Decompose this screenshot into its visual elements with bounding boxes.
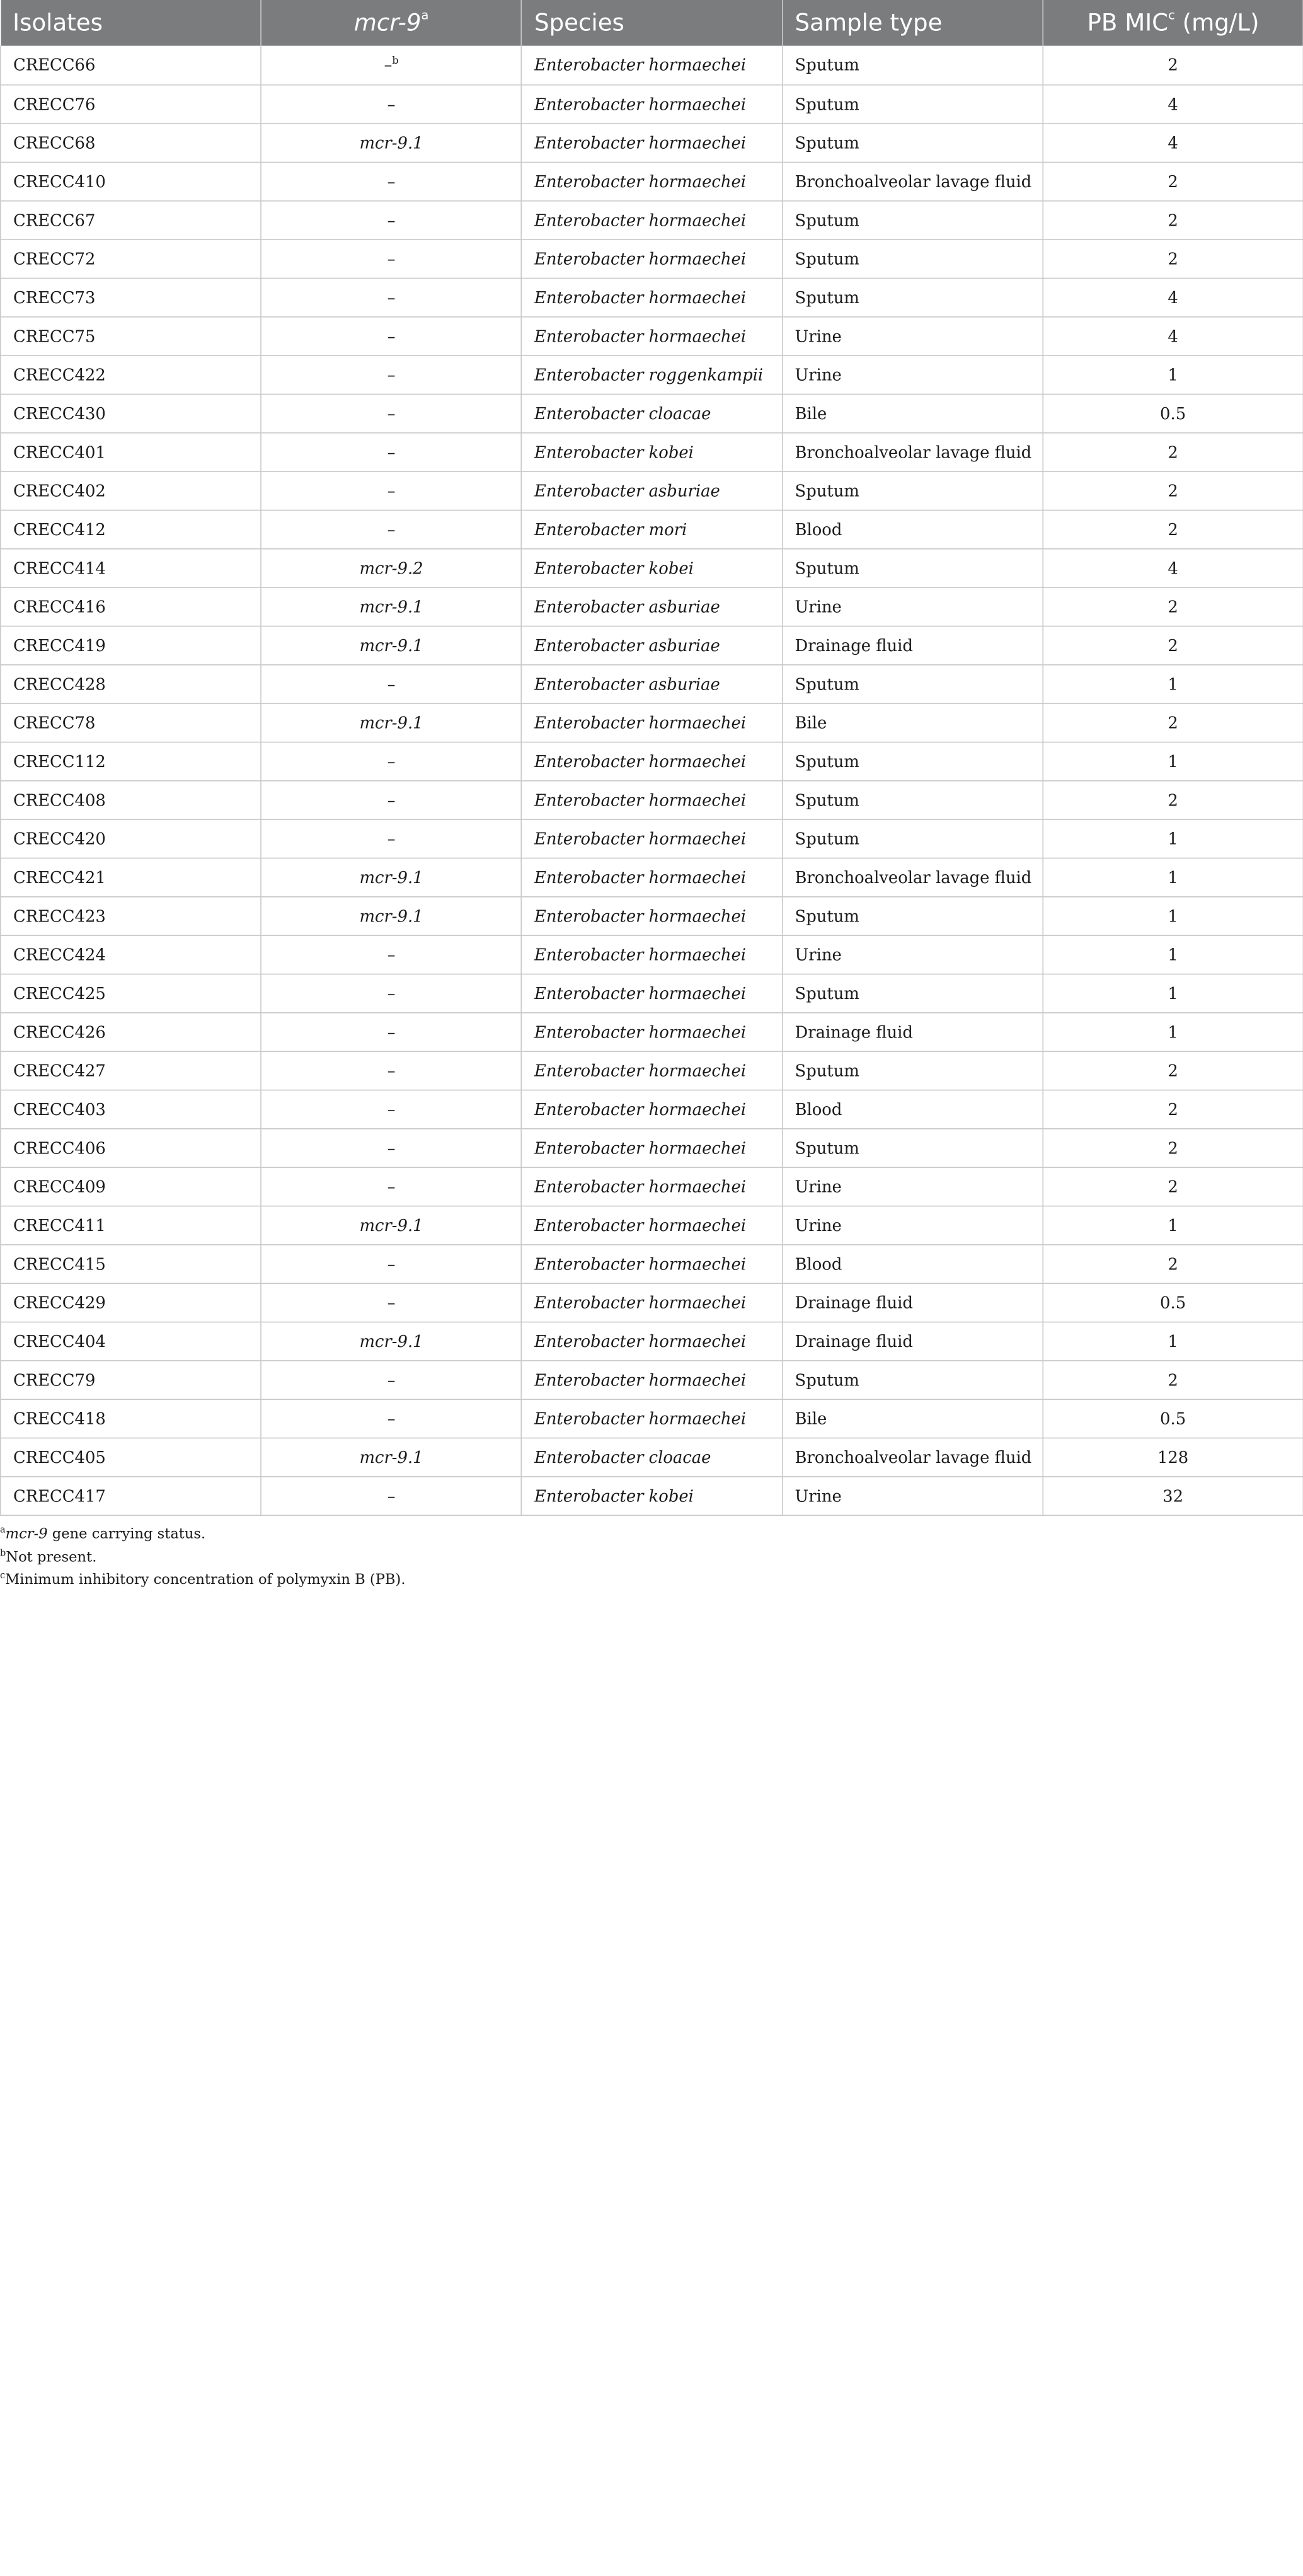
- cell-pb-mic: 2: [1043, 162, 1303, 200]
- table-row: [1, 935, 1303, 973]
- cell-mcr9: –: [261, 1476, 522, 1515]
- cell-pb-mic: 1: [1043, 1322, 1303, 1360]
- cell-pb-mic: 2: [1043, 1244, 1303, 1283]
- cell-species: Enterobacter hormaechei: [522, 1283, 783, 1321]
- cell-species: Enterobacter hormaechei: [522, 46, 783, 84]
- cell-species: Enterobacter hormaechei: [522, 780, 783, 819]
- cell-isolate: CRECC75: [1, 316, 261, 355]
- cell-pb-mic: 1: [1043, 1206, 1303, 1244]
- cell-pb-mic: 1: [1043, 664, 1303, 703]
- cell-sample-type: Sputum: [782, 742, 1043, 780]
- cell-pb-mic: 2: [1043, 471, 1303, 509]
- table-row: [1, 626, 1303, 664]
- cell-species: Enterobacter asburiae: [522, 664, 783, 703]
- cell-isolate: CRECC416: [1, 587, 261, 625]
- table-row: [1, 162, 1303, 200]
- cell-pb-mic: 4: [1043, 84, 1303, 123]
- cell-isolate: CRECC412: [1, 510, 261, 548]
- table-row: [1, 1128, 1303, 1167]
- cell-sample-type: Urine: [782, 935, 1043, 973]
- table-row: [1, 703, 1303, 741]
- cell-sample-type: Drainage fluid: [782, 626, 1043, 664]
- cell-mcr9: –: [261, 200, 522, 239]
- footnote-c: $^c$Minimum inhibitory concentration of polymyxin B (PB).: [0, 1571, 406, 1588]
- cell-species: Enterobacter hormaechei: [522, 1360, 783, 1399]
- cell-isolate: CRECC409: [1, 1167, 261, 1205]
- cell-mcr9: –: [261, 1012, 522, 1051]
- table-row: [1, 858, 1303, 896]
- cell-species: Enterobacter cloacae: [522, 1438, 783, 1476]
- cell-species: Enterobacter asburiae: [522, 626, 783, 664]
- cell-mcr9: –: [261, 316, 522, 355]
- cell-pb-mic: 1: [1043, 896, 1303, 935]
- cell-species: Enterobacter hormaechei: [522, 278, 783, 316]
- cell-sample-type: Sputum: [782, 84, 1043, 123]
- cell-species: Enterobacter hormaechei: [522, 974, 783, 1012]
- cell-isolate: CRECC405: [1, 1438, 261, 1476]
- cell-mcr9: –: [261, 1051, 522, 1089]
- cell-species: Enterobacter hormaechei: [522, 162, 783, 200]
- cell-isolate: CRECC411: [1, 1206, 261, 1244]
- cell-pb-mic: 2: [1043, 626, 1303, 664]
- cell-sample-type: Sputum: [782, 548, 1043, 587]
- cell-mcr9: –: [261, 1283, 522, 1321]
- table-row: [1, 1167, 1303, 1205]
- cell-sample-type: Urine: [782, 316, 1043, 355]
- cell-mcr9: mcr-9.1: [261, 1438, 522, 1476]
- table-row: [1, 1244, 1303, 1283]
- cell-mcr9: –: [261, 84, 522, 123]
- table-row: [1, 548, 1303, 587]
- cell-sample-type: Bronchoalveolar lavage fluid: [782, 432, 1043, 471]
- cell-pb-mic: 1: [1043, 819, 1303, 857]
- cell-mcr9: –: [261, 780, 522, 819]
- cell-sample-type: Sputum: [782, 278, 1043, 316]
- table-row: [1, 587, 1303, 625]
- table-row: [1, 278, 1303, 316]
- cell-mcr9: –: [261, 1090, 522, 1128]
- cell-pb-mic: 2: [1043, 587, 1303, 625]
- cell-pb-mic: 1: [1043, 355, 1303, 393]
- table-row: [1, 394, 1303, 432]
- cell-pb-mic: 2: [1043, 703, 1303, 741]
- table-row: [1, 84, 1303, 123]
- cell-sample-type: Blood: [782, 510, 1043, 548]
- cell-isolate: CRECC423: [1, 896, 261, 935]
- cell-mcr9: –: [261, 1399, 522, 1437]
- cell-isolate: CRECC403: [1, 1090, 261, 1128]
- cell-pb-mic: 4: [1043, 123, 1303, 161]
- cell-pb-mic: 1: [1043, 935, 1303, 973]
- cell-species: Enterobacter hormaechei: [522, 1051, 783, 1089]
- cell-species: Enterobacter hormaechei: [522, 1090, 783, 1128]
- cell-pb-mic: 2: [1043, 1090, 1303, 1128]
- cell-mcr9: mcr-9.1: [261, 626, 522, 664]
- table-row: [1, 1012, 1303, 1051]
- table-row: [1, 1283, 1303, 1321]
- cell-isolate: CRECC410: [1, 162, 261, 200]
- table-row: [1, 200, 1303, 239]
- cell-mcr9: –: [261, 935, 522, 973]
- cell-isolate: CRECC418: [1, 1399, 261, 1437]
- cell-mcr9: –: [261, 974, 522, 1012]
- cell-sample-type: Sputum: [782, 974, 1043, 1012]
- cell-species: Enterobacter asburiae: [522, 471, 783, 509]
- cell-isolate: CRECC422: [1, 355, 261, 393]
- table-row: [1, 239, 1303, 277]
- cell-species: Enterobacter mori: [522, 510, 783, 548]
- cell-sample-type: Bronchoalveolar lavage fluid: [782, 858, 1043, 896]
- table-row: [1, 819, 1303, 857]
- cell-sample-type: Bronchoalveolar lavage fluid: [782, 1438, 1043, 1476]
- cell-isolate: CRECC428: [1, 664, 261, 703]
- cell-mcr9: –: [261, 278, 522, 316]
- cell-mcr9: –$^b$: [261, 46, 522, 84]
- table-row: [1, 1051, 1303, 1089]
- cell-sample-type: Sputum: [782, 664, 1043, 703]
- cell-species: Enterobacter asburiae: [522, 587, 783, 625]
- cell-mcr9: –: [261, 1167, 522, 1205]
- cell-mcr9: –: [261, 1128, 522, 1167]
- footnote-a: $^a$mcr-9 gene carrying status.: [0, 1525, 206, 1542]
- table-row: [1, 510, 1303, 548]
- cell-mcr9: –: [261, 510, 522, 548]
- cell-mcr9: –: [261, 355, 522, 393]
- table-row: [1, 664, 1303, 703]
- cell-isolate: CRECC404: [1, 1322, 261, 1360]
- table-row: [1, 1438, 1303, 1476]
- cell-pb-mic: 1: [1043, 742, 1303, 780]
- cell-isolate: CRECC68: [1, 123, 261, 161]
- cell-isolate: CRECC417: [1, 1476, 261, 1515]
- cell-isolate: CRECC79: [1, 1360, 261, 1399]
- cell-sample-type: Urine: [782, 1476, 1043, 1515]
- cell-mcr9: mcr-9.1: [261, 587, 522, 625]
- table-row: [1, 1399, 1303, 1437]
- table-row: [1, 974, 1303, 1012]
- cell-mcr9: –: [261, 471, 522, 509]
- cell-species: Enterobacter kobei: [522, 548, 783, 587]
- cell-isolate: CRECC66: [1, 46, 261, 84]
- cell-species: Enterobacter hormaechei: [522, 1012, 783, 1051]
- cell-isolate: CRECC76: [1, 84, 261, 123]
- cell-sample-type: Sputum: [782, 123, 1043, 161]
- cell-sample-type: Sputum: [782, 46, 1043, 84]
- cell-pb-mic: 2: [1043, 1360, 1303, 1399]
- cell-sample-type: Sputum: [782, 239, 1043, 277]
- cell-isolate: CRECC426: [1, 1012, 261, 1051]
- cell-isolate: CRECC427: [1, 1051, 261, 1089]
- header-row: [1, 0, 1303, 46]
- header-pb-mic: PB MIC$^c$ (mg/L): [1043, 0, 1303, 46]
- cell-sample-type: Sputum: [782, 819, 1043, 857]
- table-row: [1, 1206, 1303, 1244]
- cell-pb-mic: 1: [1043, 858, 1303, 896]
- cell-mcr9: mcr-9.1: [261, 896, 522, 935]
- table-row: [1, 896, 1303, 935]
- cell-species: Enterobacter cloacae: [522, 394, 783, 432]
- cell-mcr9: –: [261, 162, 522, 200]
- cell-pb-mic: 2: [1043, 200, 1303, 239]
- cell-pb-mic: 4: [1043, 548, 1303, 587]
- table-row: [1, 742, 1303, 780]
- cell-pb-mic: 2: [1043, 239, 1303, 277]
- cell-isolate: CRECC424: [1, 935, 261, 973]
- cell-species: Enterobacter hormaechei: [522, 239, 783, 277]
- cell-isolate: CRECC415: [1, 1244, 261, 1283]
- cell-sample-type: Blood: [782, 1090, 1043, 1128]
- cell-mcr9: –: [261, 239, 522, 277]
- cell-species: Enterobacter hormaechei: [522, 1322, 783, 1360]
- cell-species: Enterobacter hormaechei: [522, 84, 783, 123]
- cell-isolate: CRECC401: [1, 432, 261, 471]
- cell-species: Enterobacter roggenkampii: [522, 355, 783, 393]
- footnote-b: $^b$Not present.: [0, 1548, 97, 1566]
- table-row: [1, 432, 1303, 471]
- cell-sample-type: Sputum: [782, 1051, 1043, 1089]
- cell-isolate: CRECC72: [1, 239, 261, 277]
- cell-species: Enterobacter hormaechei: [522, 742, 783, 780]
- table-row: [1, 780, 1303, 819]
- cell-sample-type: Drainage fluid: [782, 1283, 1043, 1321]
- table-row: [1, 316, 1303, 355]
- cell-sample-type: Bile: [782, 1399, 1043, 1437]
- cell-species: Enterobacter hormaechei: [522, 316, 783, 355]
- cell-isolate: CRECC425: [1, 974, 261, 1012]
- cell-mcr9: –: [261, 1244, 522, 1283]
- cell-species: Enterobacter hormaechei: [522, 1399, 783, 1437]
- cell-pb-mic: 2: [1043, 46, 1303, 84]
- cell-mcr9: mcr-9.2: [261, 548, 522, 587]
- cell-species: Enterobacter hormaechei: [522, 1206, 783, 1244]
- cell-mcr9: –: [261, 1360, 522, 1399]
- table-row: [1, 1360, 1303, 1399]
- cell-pb-mic: 128: [1043, 1438, 1303, 1476]
- cell-pb-mic: 1: [1043, 1012, 1303, 1051]
- cell-species: Enterobacter kobei: [522, 1476, 783, 1515]
- cell-pb-mic: 0.5: [1043, 1399, 1303, 1437]
- cell-isolate: CRECC430: [1, 394, 261, 432]
- cell-sample-type: Urine: [782, 587, 1043, 625]
- cell-pb-mic: 0.5: [1043, 394, 1303, 432]
- header-mcr9: mcr-9$^a$: [261, 0, 522, 46]
- cell-isolate: CRECC421: [1, 858, 261, 896]
- table-row: [1, 46, 1303, 84]
- cell-pb-mic: 2: [1043, 1128, 1303, 1167]
- cell-sample-type: Sputum: [782, 471, 1043, 509]
- cell-sample-type: Bile: [782, 394, 1043, 432]
- cell-isolate: CRECC78: [1, 703, 261, 741]
- cell-sample-type: Urine: [782, 1167, 1043, 1205]
- cell-pb-mic: 4: [1043, 278, 1303, 316]
- cell-species: Enterobacter hormaechei: [522, 1244, 783, 1283]
- cell-mcr9: mcr-9.1: [261, 858, 522, 896]
- cell-sample-type: Bile: [782, 703, 1043, 741]
- cell-mcr9: –: [261, 742, 522, 780]
- cell-sample-type: Urine: [782, 355, 1043, 393]
- cell-sample-type: Sputum: [782, 1360, 1043, 1399]
- cell-mcr9: –: [261, 394, 522, 432]
- cell-sample-type: Bronchoalveolar lavage fluid: [782, 162, 1043, 200]
- cell-sample-type: Sputum: [782, 896, 1043, 935]
- cell-sample-type: Sputum: [782, 780, 1043, 819]
- header-species: Species: [522, 0, 783, 46]
- cell-isolate: CRECC420: [1, 819, 261, 857]
- cell-species: Enterobacter hormaechei: [522, 123, 783, 161]
- header-isolates: Isolates: [1, 0, 261, 46]
- table-row: [1, 1322, 1303, 1360]
- cell-mcr9: –: [261, 432, 522, 471]
- cell-pb-mic: 2: [1043, 432, 1303, 471]
- cell-pb-mic: 2: [1043, 1167, 1303, 1205]
- cell-pb-mic: 32: [1043, 1476, 1303, 1515]
- cell-species: Enterobacter hormaechei: [522, 935, 783, 973]
- cell-mcr9: mcr-9.1: [261, 1322, 522, 1360]
- cell-isolate: CRECC73: [1, 278, 261, 316]
- footnotes: [0, 1523, 1303, 1591]
- table-header: [1, 0, 1303, 46]
- cell-isolate: CRECC112: [1, 742, 261, 780]
- cell-species: Enterobacter hormaechei: [522, 858, 783, 896]
- cell-species: Enterobacter hormaechei: [522, 200, 783, 239]
- cell-sample-type: Sputum: [782, 200, 1043, 239]
- cell-pb-mic: 2: [1043, 1051, 1303, 1089]
- table-row: [1, 1090, 1303, 1128]
- table-row: [1, 1476, 1303, 1515]
- cell-isolate: CRECC429: [1, 1283, 261, 1321]
- cell-isolate: CRECC408: [1, 780, 261, 819]
- table-body: [1, 46, 1303, 1515]
- cell-sample-type: Drainage fluid: [782, 1322, 1043, 1360]
- cell-sample-type: Blood: [782, 1244, 1043, 1283]
- cell-isolate: CRECC67: [1, 200, 261, 239]
- cell-sample-type: Drainage fluid: [782, 1012, 1043, 1051]
- cell-sample-type: Urine: [782, 1206, 1043, 1244]
- cell-pb-mic: 1: [1043, 974, 1303, 1012]
- cell-mcr9: mcr-9.1: [261, 1206, 522, 1244]
- cell-sample-type: Sputum: [782, 1128, 1043, 1167]
- cell-pb-mic: 2: [1043, 780, 1303, 819]
- cell-mcr9: mcr-9.1: [261, 123, 522, 161]
- cell-species: Enterobacter hormaechei: [522, 896, 783, 935]
- cell-mcr9: –: [261, 819, 522, 857]
- cell-pb-mic: 0.5: [1043, 1283, 1303, 1321]
- cell-species: Enterobacter hormaechei: [522, 1128, 783, 1167]
- cell-isolate: CRECC402: [1, 471, 261, 509]
- cell-species: Enterobacter kobei: [522, 432, 783, 471]
- table-row: [1, 471, 1303, 509]
- cell-isolate: CRECC419: [1, 626, 261, 664]
- table-row: [1, 123, 1303, 161]
- cell-mcr9: mcr-9.1: [261, 703, 522, 741]
- cell-isolate: CRECC406: [1, 1128, 261, 1167]
- cell-pb-mic: 4: [1043, 316, 1303, 355]
- cell-pb-mic: 2: [1043, 510, 1303, 548]
- header-sample-type: Sample type: [782, 0, 1043, 46]
- cell-mcr9: –: [261, 664, 522, 703]
- cell-species: Enterobacter hormaechei: [522, 819, 783, 857]
- cell-species: Enterobacter hormaechei: [522, 703, 783, 741]
- table-row: [1, 355, 1303, 393]
- cell-isolate: CRECC414: [1, 548, 261, 587]
- cell-species: Enterobacter hormaechei: [522, 1167, 783, 1205]
